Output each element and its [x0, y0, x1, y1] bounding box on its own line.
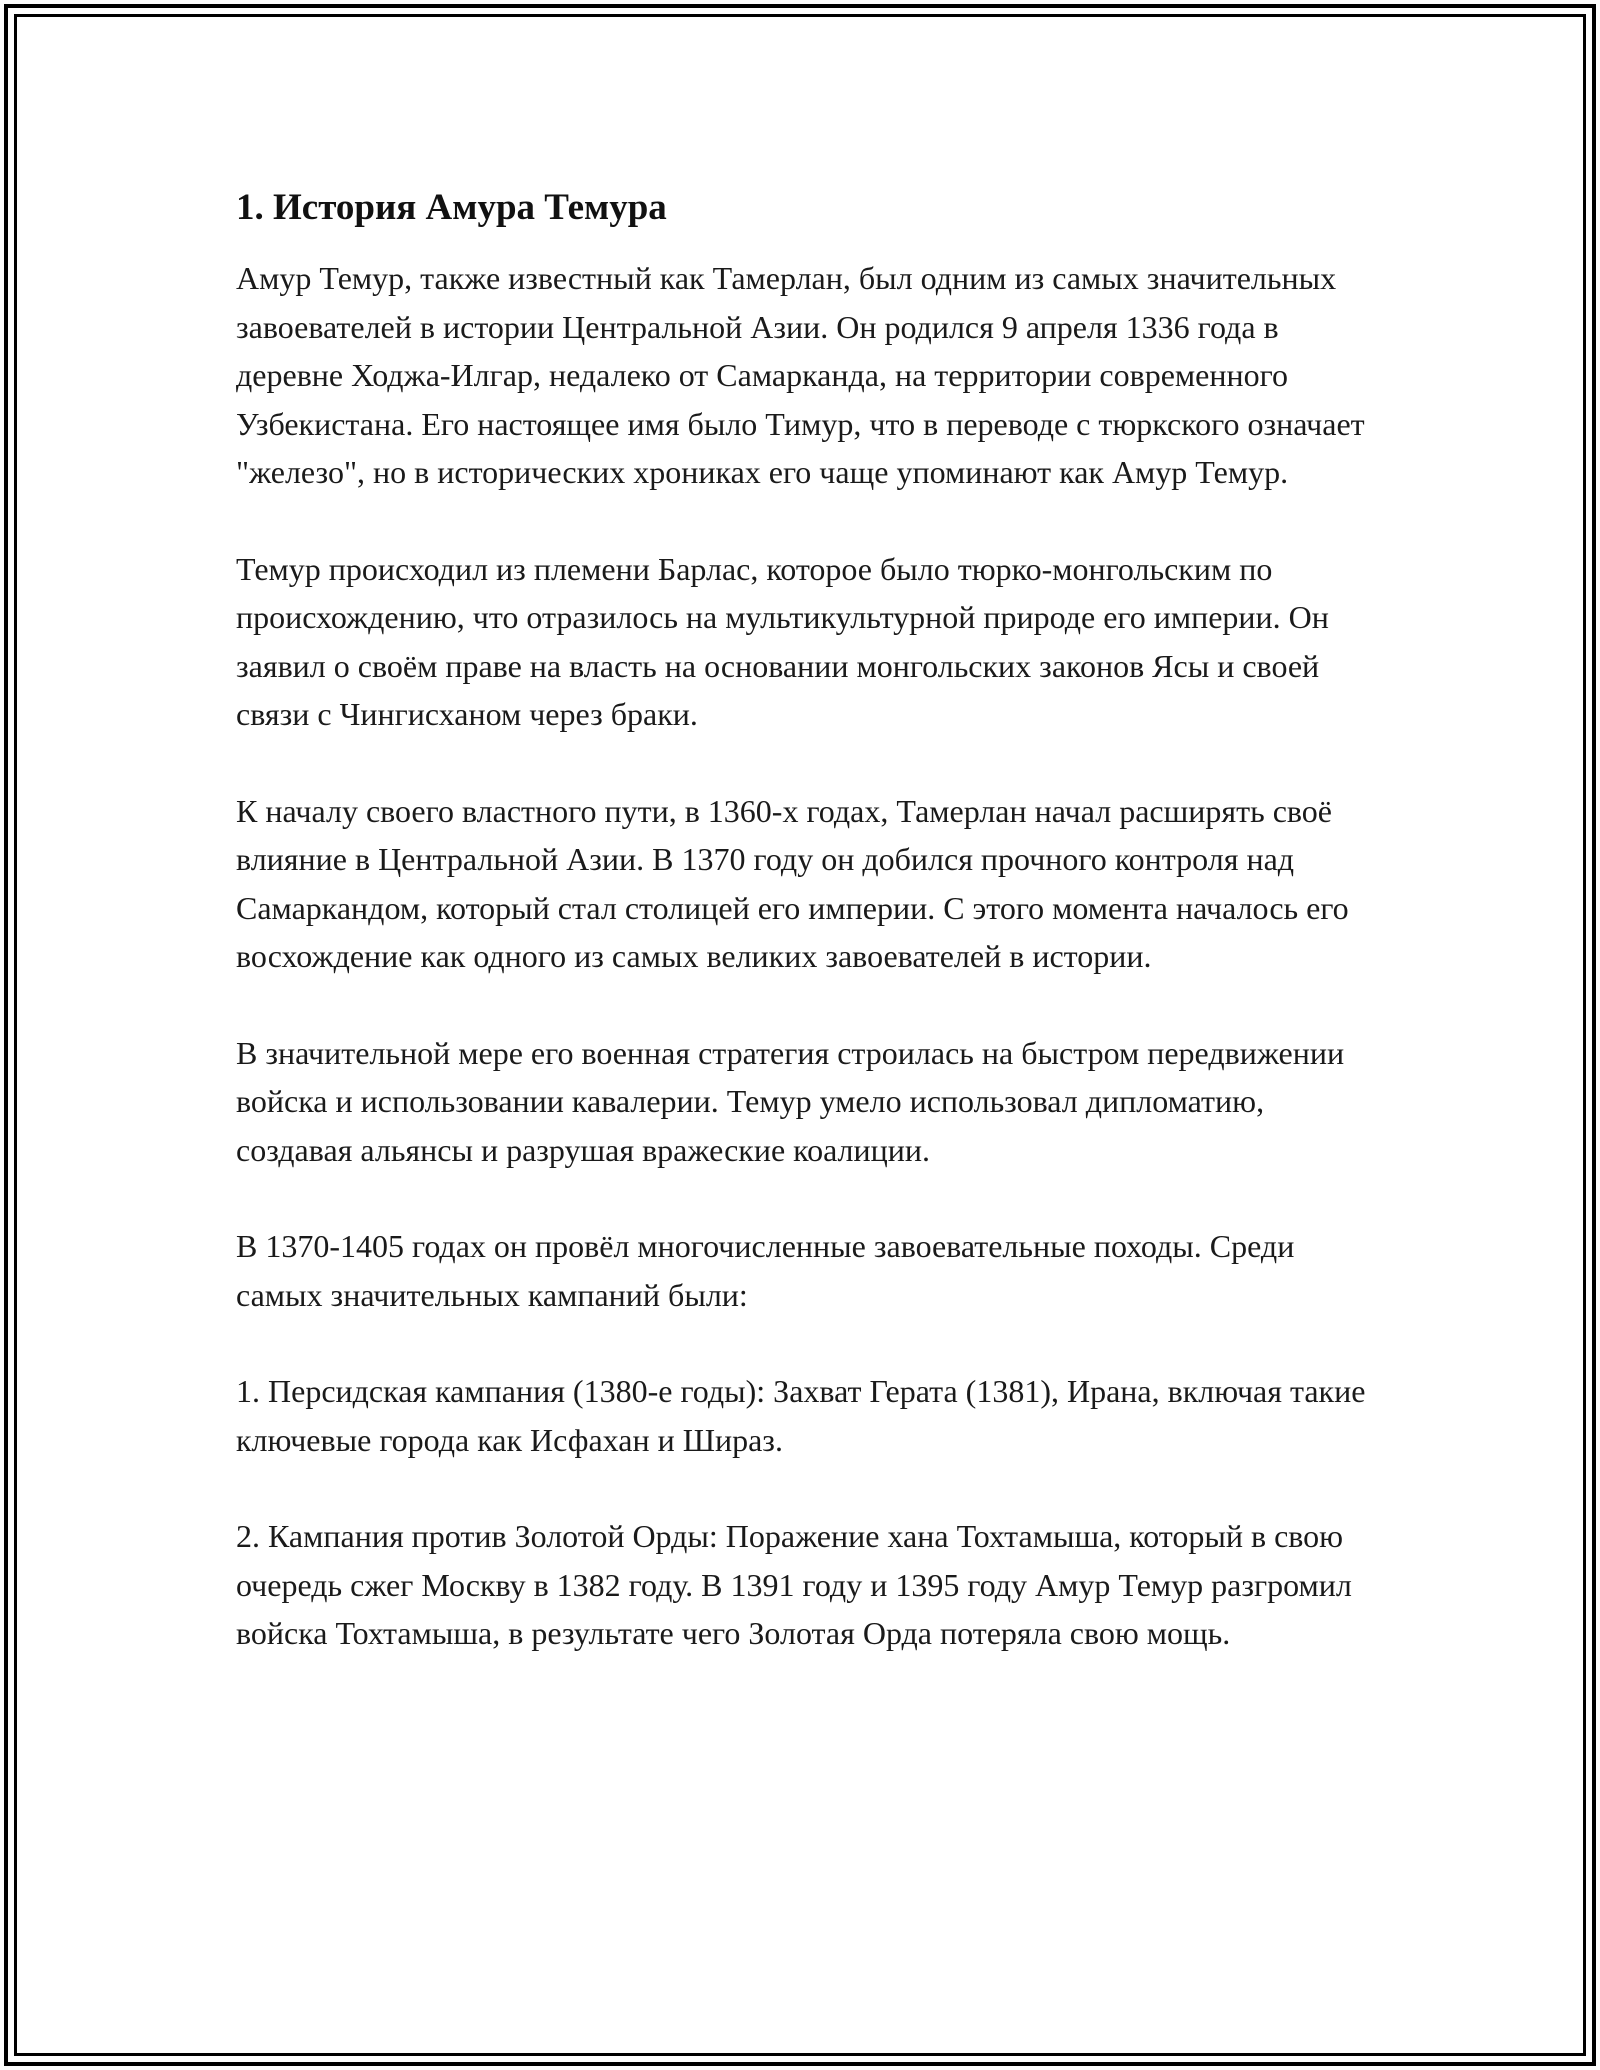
paragraph-rise: К началу своего властного пути, в 1360-х годах, Тамерлан начал расширять своё влияние в Центральной Азии. В 1370 году он добился прочного контроля над Самаркандом, который стал столицей его империи. С этого момента началось его восхождение как одного из самых великих завоевателей в истории. — [236, 792, 1349, 974]
paragraph-golden-horde-campaign: 2. Кампания против Золотой Орды: Поражение хана Тохтамыша, который в свою очередь сжег Москву в 1382 году. В 1391 году и 1395 году Амур Темур разгромил войска Тохтамыша, в результате чего Золотая Орда потеряла свою мощь. — [236, 1518, 1352, 1651]
paragraph-strategy: В значительной мере его военная стратегия строилась на быстром передвижении войска и использовании кавалерии. Темур умело использовал дипломатию, создавая альянсы и разрушая вражеские коалиции. — [236, 1034, 1345, 1168]
paragraph-persian-campaign: 1. Персидская кампания (1380-е годы): Захват Герата (1381), Ирана, включая такие ключевые города как Исфахан и Шираз. — [236, 1373, 1366, 1458]
paragraph-origin: Темур происходил из племени Барлас, которое было тюрко-монгольским по происхождению, что отразилось на мультикультурной природе его империи. Он заявил о своём праве на власть на основании монгольских законов Ясы и своей связи с Чингисханом через браки. — [236, 550, 1329, 732]
paragraph-campaigns-intro: В 1370-1405 годах он провёл многочисленные завоевательные походы. Среди самых значительных кампаний были: — [236, 1228, 1295, 1313]
paragraph-intro: Амур Темур, также известный как Тамерлан, был одним из самых значительных завоевателей в истории Центральной Азии. Он родился 9 апреля 1336 года в деревне Ходжа-Илгар, недалеко от Самарканда, на территории современного Узбекистана. Его настоящее имя было Тимур, что в переводе с тюркского означает "железо", но в исторических хрониках его чаще упоминают как Амур Темур. — [236, 260, 1365, 490]
document-body — [236, 184, 1376, 1706]
document-title: 1. История Амура Темура — [236, 187, 667, 228]
